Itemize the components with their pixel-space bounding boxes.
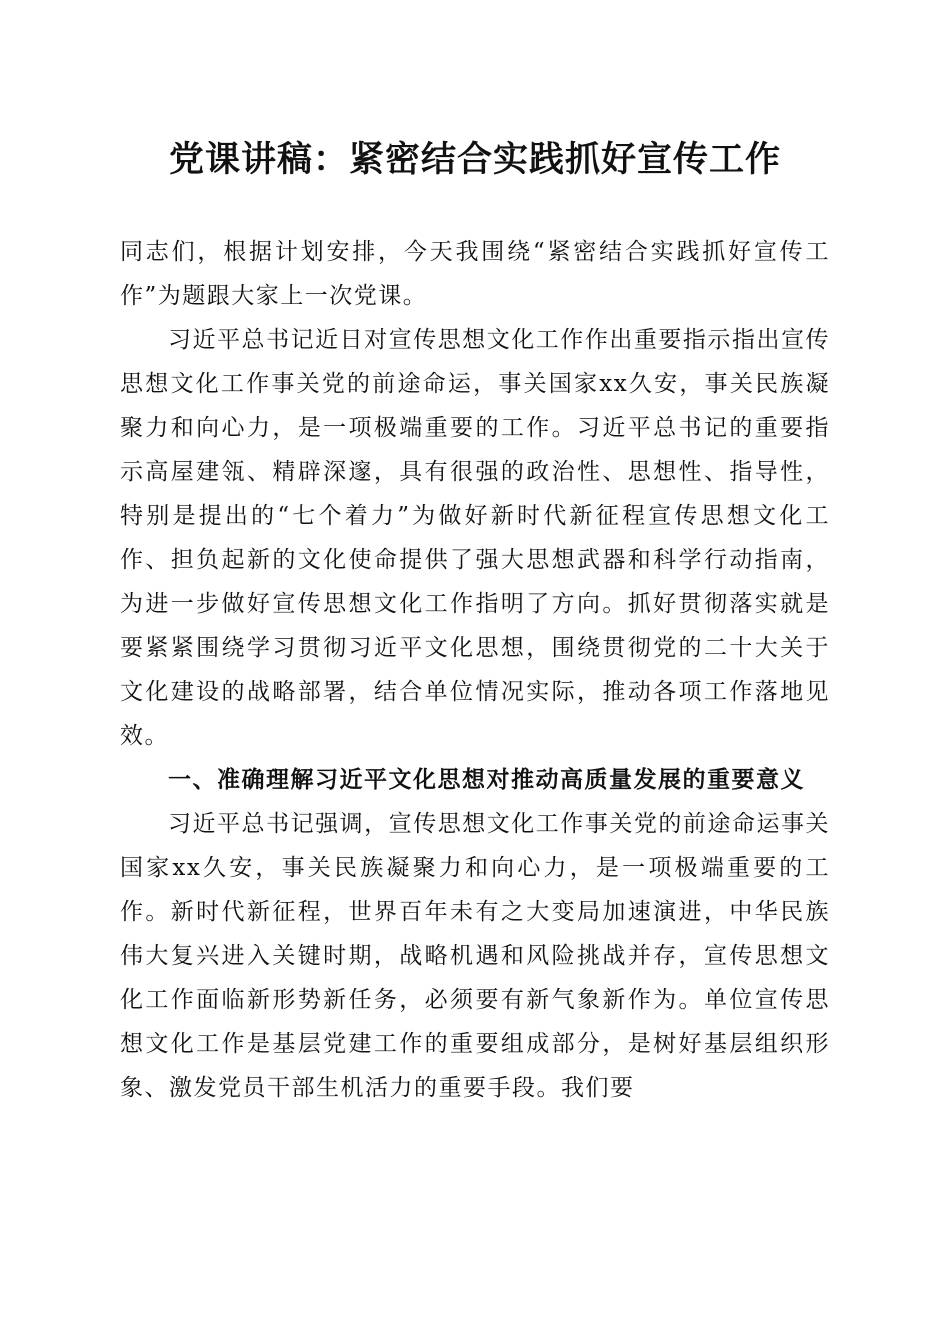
document-body [120,230,830,1110]
section-paragraph: 习近平总书记强调，宣传思想文化工作事关党的前途命运事关国家xx久安，事关民族凝聚力和向心力，是一项极端重要的工作。新时代新征程，世界百年未有之大变局加速演进，中华民族伟大复兴进入关键时期，战略机遇和风险挑战并存，宣传思想文化工作面临新形势新任务，必须要有新气象新作为。单位宣传思想文化工作是基层党建工作的重要组成部分，是树好基层组织形象、激发党员干部生机活力的重要手段。我们要 [120,811,830,1101]
document-title: 党课讲稿：紧密结合实践抓好宣传工作 [168,139,781,180]
opening-paragraph: 同志们，根据计划安排，今天我围绕“紧密结合实践抓好宣传工作”为题跟大家上一次党课。 [120,239,830,309]
section-heading: 一、准确理解习近平文化思想对推动高质量发展的重要意义 [168,767,805,793]
intro-paragraph: 习近平总书记近日对宣传思想文化工作作出重要指示指出宣传思想文化工作事关党的前途命运，事关国家xx久安，事关民族凝聚力和向心力，是一项极端重要的工作。习近平总书记的重要指示高屋建瓴、精辟深邃，具有很强的政治性、思想性、指导性，特别是提出的“七个着力”为做好新时代新征程宣传思想文化工作、担负起新的文化使命提供了强大思想武器和科学行动指南，为进一步做好宣传思想文化工作指明了方向。抓好贯彻落实就是要紧紧围绕学习贯彻习近平文化思想，围绕贯彻党的二十大关于文化建设的战略部署，结合单位情况实际，推动各项工作落地见效。 [120,327,830,749]
